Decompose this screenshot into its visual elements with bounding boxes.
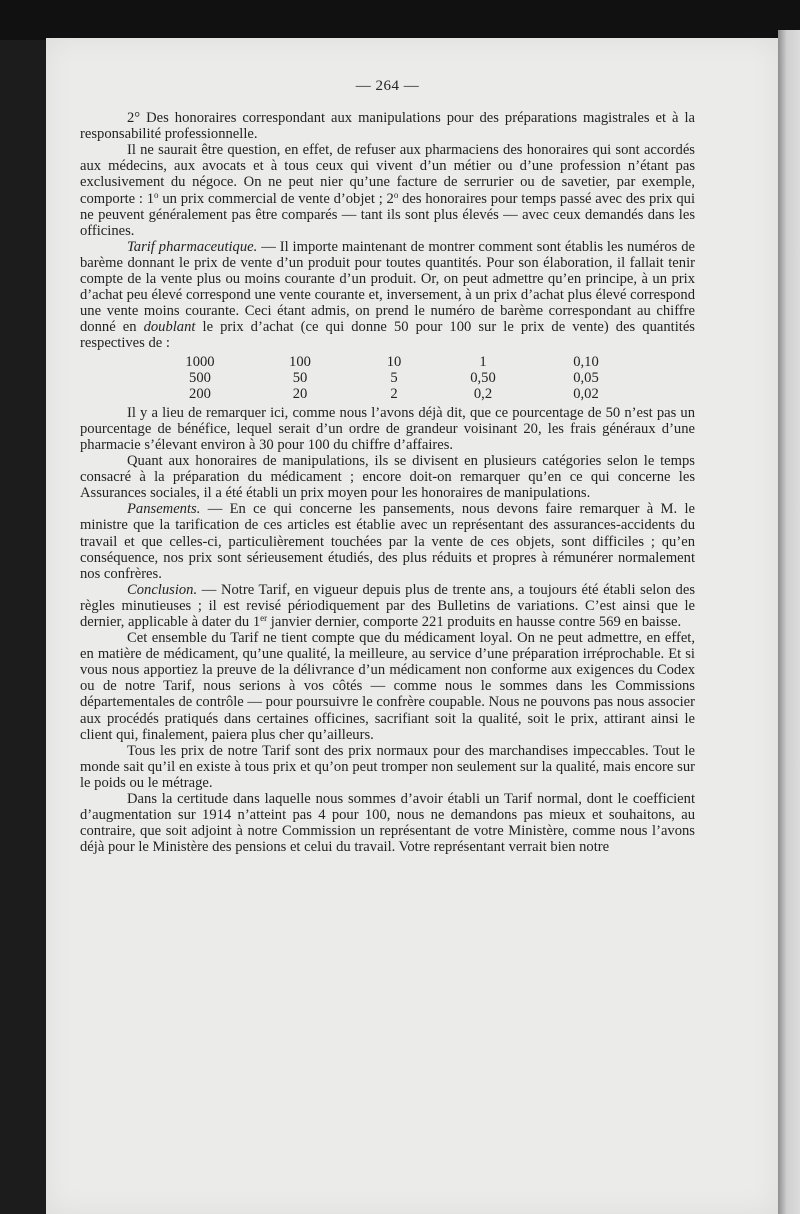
table-cell: 500 (189, 369, 211, 386)
section-title-tarif: Tarif pharmaceutique. (127, 238, 258, 255)
page-number: — 264 — (355, 78, 420, 94)
table-cell: 50 (292, 369, 308, 386)
table-row (160, 370, 634, 386)
table-cell: 10 (386, 353, 402, 370)
table-cell: 100 (289, 353, 311, 370)
paragraph-pourcentage: Il y a lieu de remarquer ici, comme nous l’avons déjà dit, que ce pourcentage de 50 n’est pas un pourcentage de bénéfice, lequel serait d’un ordre de grandeur voisinant 20, les frais généraux d’une pharmacie s’élevant environ à 30 pour 100 du chiffre d’affaires. (80, 404, 695, 453)
paragraph-honoraires-manipulations: Quant aux honoraires de manipulations, ils se divisent en plusieurs catégories selon le temps consacré à la préparation du médicament ; encore doit-on remarquer qu’en ce qui concerne les Assurances sociales, il a été établi un prix moyen pour les honoraires de manipulations. (80, 453, 695, 502)
table-cell: 0,50 (470, 369, 496, 386)
paragraph-prix-normaux: Tous les prix de notre Tarif sont des prix normaux pour des marchandises impeccables. Tout le monde sait qu’il en existe à tous prix et qu’on peut tromper non seulement sur la qualité, mais encore sur le poids ou le métrage. (80, 742, 695, 791)
table-row (160, 354, 634, 370)
section-title-conclusion: Conclusion. (127, 581, 198, 598)
page-content (80, 78, 695, 855)
paragraph-tarif-pharmaceutique: Tarif pharmaceutique. — Il importe maintenant de montrer comment sont établis les numéros de barème donnant le prix de vente d’un produit pour toutes quantités. Pour son élaboration, il fallait tenir compte de la vente plus ou moins courante d’un produit. Or, on peut admettre qu’en principe, à un prix d’achat peu élevé correspond une vente courante et, inversement, à un prix d’achat plus élevé correspond une vente moins courante. Ceci étant admis, on prend le numéro de barème correspondant au chiffre donné en doublant le prix d’achat (ce qui donne 50 pour 100 sur le prix de vente) des quantités respectives de : (80, 238, 696, 352)
table-cell: 0,2 (473, 385, 493, 402)
table-cell: 1 (479, 353, 487, 370)
section-title-pansements: Pansements. (127, 501, 201, 518)
table-cell: 0,05 (573, 369, 599, 386)
table-row (160, 386, 634, 402)
table-cell: 200 (189, 385, 211, 402)
paragraph-certitude: Dans la certitude dans laquelle nous sommes d’avoir établi un Tarif normal, dont le coefficient d’augmentation sur 1914 n’atteint pas 4 pour 100, nous ne demandons pas mieux et souhaitons, au contraire, que soit adjoint à notre Commission un représentant de votre Ministère, comme nous l’avons déjà pour le Ministère des pensions et celui du travail. Votre représentant verrait bien notre (80, 791, 695, 856)
scan-background (0, 0, 800, 40)
paragraph-pansements: Pansements. — En ce qui concerne les pansements, nous devons faire remarquer à M. le ministre que la tarification de ces articles est établie avec un représentant des assurances-accidents du travail et que celles-ci, particulièrement touchées par la vente de ces objets, sont difficiles ; qu’en conséquence, nos prix sont sérieusement étudiés, des plus réduits et propres à rémunérer normalement nos confrères. (80, 501, 695, 582)
paragraph-conclusion: Conclusion. — Notre Tarif, en vigueur depuis plus de trente ans, a toujours été établi selon des règles minutieuses ; il est revisé périodiquement par des Bulletins de variations. C’est ainsi que le dernier, applicable à dater du 1er janvier dernier, comporte 221 produits en hausse contre 569 en baisse. (80, 581, 695, 630)
table-cell: 20 (292, 385, 308, 402)
table-cell: 0,10 (573, 353, 599, 370)
paragraph-honoraires-justification: Il ne saurait être question, en effet, de refuser aux pharmaciens des honoraires qui sont accordés aux médecins, aux avocats et à tous ceux qui vivent d’un métier ou d’une profession n’étant pas exclusivement du négoce. On ne peut nier qu’une facture de serrurier ou de savetier, par exemple, comporte : 1$^o$ un prix commercial de vente d’objet ; 2$^o$ des honoraires pour temps passé avec des prix qui ne peuvent généralement pas être comparés — tant ils sont plus élevés — avec ceux demandés dans les officines. (80, 142, 695, 239)
table-cell: 0,02 (573, 385, 599, 402)
table-cell: 1000 (185, 353, 215, 370)
table-cell: 5 (390, 369, 398, 386)
paragraph-ensemble-tarif: Cet ensemble du Tarif ne tient compte que du médicament loyal. On ne peut admettre, en effet, en matière de médicament, qu’une qualité, la meilleure, au service d’une préparation irréprochable. Et si vous nous apportiez la preuve de la délivrance d’un médicament non conforme aux exigences du Codex ou de notre Tarif, nous serions à vos côtés — comme nous le sommes dans les Commissions départementales de contrôle — pour poursuivre le confrère coupable. Nous ne pouvons pas nous associer aux procédés pratiqués dans certaines officines, sacrifiant soit la qualité, soit le prix, attirant ainsi le client qui, finalement, paiera plus cher qu’ailleurs. (80, 630, 695, 743)
paragraph-honoraires-intro: 2° Des honoraires correspondant aux manipulations pour des préparations magistrales et à la responsabilité professionnelle. (80, 110, 695, 143)
table-cell: 2 (390, 385, 398, 402)
quantities-table (160, 354, 634, 402)
adjacent-page-edge (778, 30, 800, 1214)
